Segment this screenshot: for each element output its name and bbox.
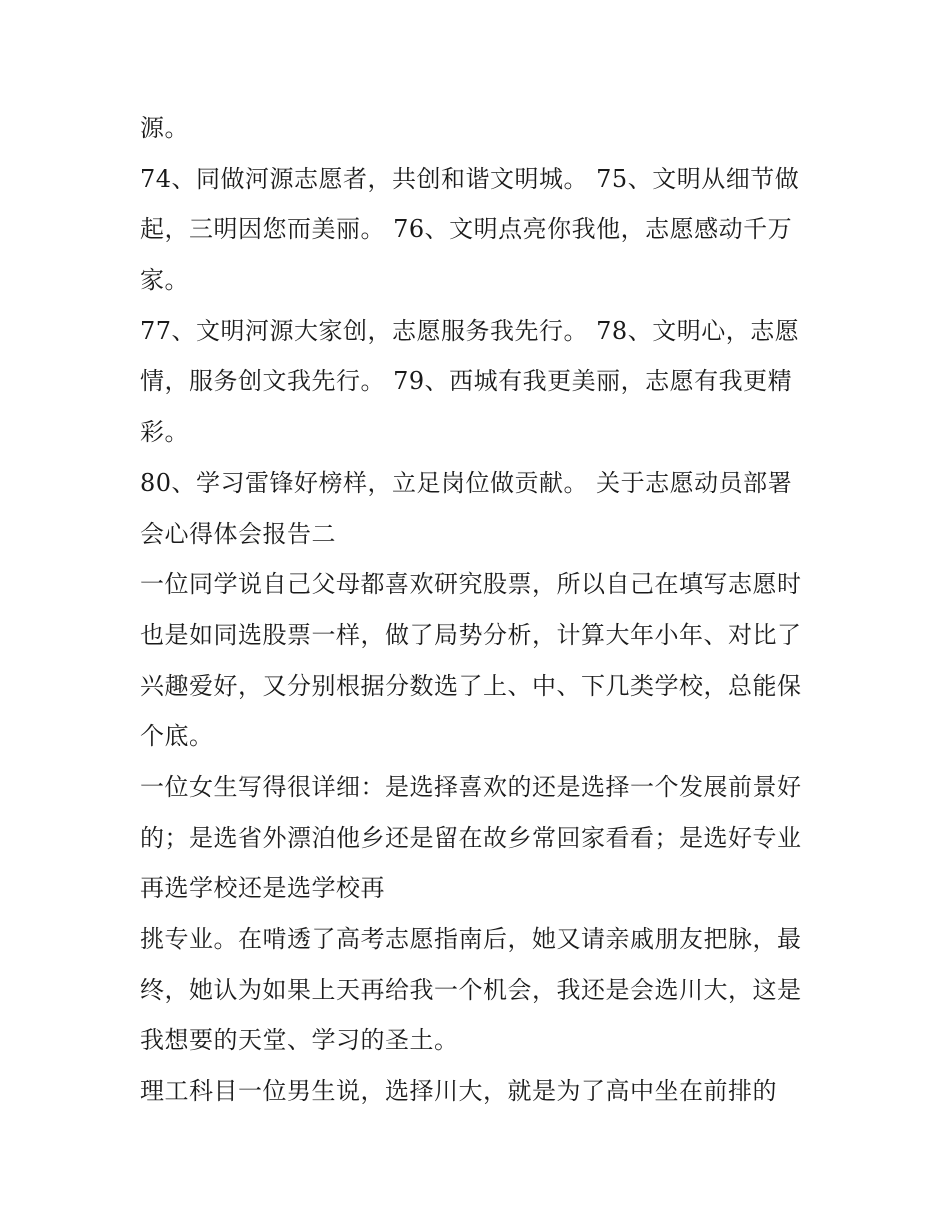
text-line: 兴趣爱好，又分别根据分数选了上、中、下几类学校，总能保	[140, 671, 802, 700]
text-line: 家。	[140, 266, 189, 295]
document-body	[140, 103, 820, 1117]
text-line: 74、同做河源志愿者，共创和谐文明城。 75、文明从细节做	[140, 164, 800, 193]
text-line: 源。	[140, 114, 189, 142]
text-line: 80、学习雷锋好榜样，立足岗位做贡献。 关于志愿动员部署	[140, 468, 793, 497]
text-line: 彩。	[140, 418, 189, 447]
text-line: 理工科目一位男生说，选择川大，就是为了高中坐在前排的	[140, 1077, 777, 1106]
text-line: 的；是选省外漂泊他乡还是留在故乡常回家看看；是选好专业	[140, 823, 802, 852]
text-line: 我想要的天堂、学习的圣土。	[140, 1026, 459, 1055]
text-line: 一位同学说自己父母都喜欢研究股票，所以自己在填写志愿时	[140, 570, 802, 599]
text-line: 一位女生写得很详细：是选择喜欢的还是选择一个发展前景好	[140, 772, 802, 801]
text-line: 也是如同选股票一样，做了局势分析，计算大年小年、对比了	[140, 620, 802, 649]
text-line: 77、文明河源大家创，志愿服务我先行。 78、文明心，志愿	[140, 316, 800, 345]
text-line: 起，三明因您而美丽。 76、文明点亮你我他，志愿感动千万	[140, 215, 793, 244]
text-line: 个底。	[140, 722, 214, 751]
text-line: 终，她认为如果上天再给我一个机会，我还是会选川大，这是	[140, 975, 802, 1004]
text-line: 挑专业。在啃透了高考志愿指南后，她又请亲戚朋友把脉，最	[140, 925, 802, 953]
text-line: 再选学校还是选学校再	[140, 874, 385, 903]
text-line: 情，服务创文我先行。 79、西城有我更美丽，志愿有我更精	[140, 367, 793, 396]
section-heading-line: 会心得体会报告二	[140, 519, 336, 548]
